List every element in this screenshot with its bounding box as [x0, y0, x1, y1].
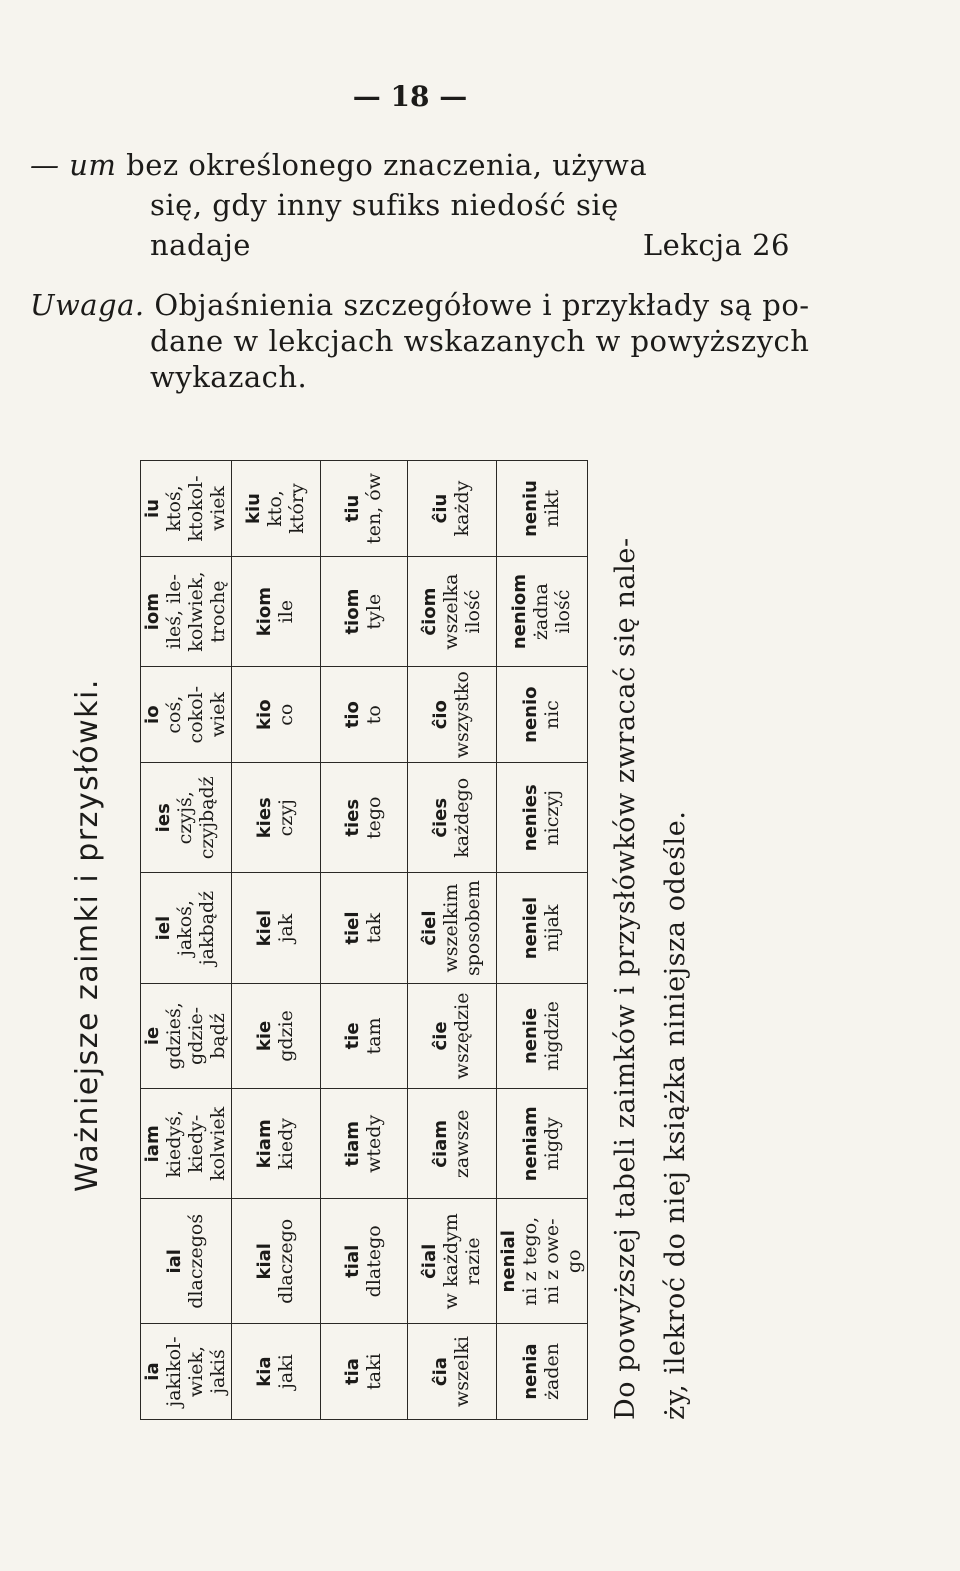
polish-meaning: kolwiek — [207, 1106, 229, 1181]
table-row — [320, 461, 408, 1420]
table-cell — [141, 461, 232, 557]
esperanto-word: neniom — [509, 574, 530, 650]
table-cell — [141, 556, 232, 666]
esperanto-word: nenies — [520, 784, 541, 852]
esperanto-word: ĉial — [419, 1243, 441, 1279]
polish-meaning: gdzie — [274, 1010, 297, 1062]
esperanto-word: iam — [142, 1125, 163, 1163]
polish-meaning: wszystko — [451, 671, 474, 759]
note-line-1 — [30, 288, 810, 322]
table-cell — [232, 556, 321, 666]
esperanto-word: ĉiel — [419, 910, 441, 946]
esperanto-word: kiu — [242, 493, 264, 524]
table-cell — [497, 667, 588, 763]
table-cell — [141, 1199, 232, 1324]
table-cell — [320, 556, 408, 666]
intro-line-1-text: bez określonego znaczenia, używa — [116, 148, 648, 182]
polish-meaning: ten, ów — [362, 473, 385, 544]
polish-meaning: sposobem — [462, 880, 485, 977]
table-cell — [232, 461, 321, 557]
table-row — [408, 461, 497, 1420]
table-cell — [232, 1324, 321, 1420]
rotated-table-block — [70, 430, 750, 1440]
esperanto-word: ĉio — [430, 700, 452, 730]
polish-meaning: nijak — [541, 904, 563, 952]
esperanto-word: nenio — [520, 686, 541, 743]
table-row — [497, 461, 588, 1420]
polish-meaning: trochę — [207, 580, 229, 643]
table-cell — [320, 1199, 408, 1324]
page-number: — 18 — — [352, 80, 468, 113]
polish-meaning: czyjbądź — [196, 776, 218, 860]
polish-meaning: tam — [362, 1017, 385, 1055]
esperanto-word: tiom — [341, 588, 363, 635]
footer-line-1: Do powyższej tabeli zaimków i przysłówków zwracać się nale- — [610, 537, 641, 1420]
polish-meaning: ile — [274, 599, 297, 624]
table-cell — [232, 763, 321, 873]
table-cell — [232, 983, 321, 1088]
table-cell — [408, 873, 497, 983]
table-cell — [320, 763, 408, 873]
table-cell — [408, 1089, 497, 1199]
table-cell — [497, 556, 588, 666]
esperanto-word: iom — [142, 592, 163, 631]
table-row — [141, 461, 232, 1420]
esperanto-word: ies — [153, 803, 174, 833]
esperanto-word: ĉiam — [430, 1119, 452, 1168]
table-cell — [232, 1199, 321, 1324]
table-cell — [320, 461, 408, 557]
polish-meaning: dlaczegoś — [185, 1213, 207, 1309]
polish-meaning: czyjś, — [174, 791, 196, 845]
polish-meaning: jakoś, — [174, 900, 196, 957]
polish-meaning: jakikol- — [163, 1336, 185, 1407]
polish-meaning: ni z tego, — [519, 1216, 541, 1306]
table-cell — [408, 667, 497, 763]
esperanto-word: ia — [142, 1362, 163, 1381]
polish-meaning: ilość — [462, 589, 485, 634]
esperanto-word: neniam — [520, 1106, 541, 1182]
intro-line-3 — [150, 228, 790, 262]
polish-meaning: który — [285, 483, 308, 534]
polish-meaning: niczyj — [541, 789, 563, 846]
polish-meaning: wszelka — [440, 573, 463, 650]
polish-meaning: ktokol- — [185, 475, 207, 542]
polish-meaning: wiek, — [185, 1345, 207, 1398]
esperanto-word: iu — [142, 498, 163, 518]
esperanto-word: nenia — [520, 1343, 541, 1400]
esperanto-word: kiom — [253, 586, 275, 637]
polish-meaning: taki — [362, 1353, 385, 1390]
polish-meaning: w każdym — [440, 1213, 463, 1310]
table-row — [232, 461, 321, 1420]
polish-meaning: żadna — [530, 583, 552, 641]
esperanto-word: ties — [341, 798, 363, 837]
table-cell — [497, 983, 588, 1088]
pronoun-table — [140, 460, 588, 1420]
table-cell — [497, 1324, 588, 1420]
esperanto-word: kiel — [253, 909, 275, 947]
intro-line-2: się, gdy inny sufiks niedość się — [150, 188, 619, 222]
esperanto-word: tiu — [341, 494, 363, 523]
polish-meaning: wszelkim — [440, 883, 463, 973]
polish-meaning: kto, — [263, 490, 286, 527]
table-cell — [497, 1199, 588, 1324]
polish-meaning: kolwiek, — [185, 571, 207, 652]
table-cell — [408, 763, 497, 873]
polish-meaning: cokol- — [185, 685, 207, 744]
esperanto-word: ĉiu — [430, 493, 452, 524]
polish-meaning: jaki — [274, 1354, 297, 1389]
esperanto-word: neniu — [520, 480, 541, 537]
polish-meaning: ni z owe- — [541, 1218, 563, 1305]
polish-meaning: co — [274, 703, 297, 726]
esperanto-word: tiel — [341, 911, 363, 945]
polish-meaning: kiedyś, — [163, 1110, 185, 1178]
polish-meaning: żaden — [541, 1343, 563, 1401]
polish-meaning: nikt — [541, 489, 563, 528]
esperanto-word: ĉiom — [419, 587, 441, 636]
polish-meaning: nigdzie — [541, 1000, 563, 1071]
esperanto-word: nenial — [498, 1230, 519, 1293]
polish-meaning: tak — [362, 912, 385, 944]
polish-meaning: tego — [362, 796, 385, 840]
table-cell — [141, 983, 232, 1088]
intro-line-1 — [30, 148, 647, 182]
polish-meaning: bądź — [207, 1013, 229, 1059]
polish-meaning: wszędzie — [451, 992, 474, 1080]
esperanto-word: ĉia — [430, 1357, 452, 1387]
table-cell — [408, 461, 497, 557]
polish-meaning: jakiś — [207, 1349, 229, 1394]
polish-meaning: nic — [541, 700, 563, 730]
lesson-reference: Lekcja 26 — [642, 228, 790, 262]
intro-line-3-left: nadaje — [150, 228, 251, 262]
esperanto-word: tie — [341, 1022, 363, 1050]
polish-meaning: ilość — [552, 589, 574, 634]
polish-meaning: to — [362, 705, 385, 725]
esperanto-word: kies — [253, 797, 275, 839]
table-cell — [320, 983, 408, 1088]
table-body — [141, 461, 588, 1420]
esperanto-word: ie — [142, 1026, 163, 1046]
table-cell — [232, 667, 321, 763]
polish-meaning: wiek — [207, 692, 229, 738]
polish-meaning: każdy — [451, 480, 474, 537]
polish-meaning: czyj — [274, 799, 297, 837]
polish-meaning: ktoś, — [163, 485, 185, 532]
polish-meaning: dlaczego — [274, 1218, 297, 1304]
footer-line-2: ży, ilekroć do niej książka niniejsza odeśle. — [660, 810, 691, 1420]
table-cell — [141, 763, 232, 873]
table-title: Ważniejsze zaimki i przysłówki. — [70, 678, 105, 1192]
esperanto-word: tial — [341, 1244, 363, 1278]
esperanto-word: tia — [341, 1358, 363, 1386]
polish-meaning: go — [563, 1249, 585, 1274]
polish-meaning: razie — [462, 1237, 485, 1286]
note-line-1-text: Objaśnienia szczegółowe i przykłady są po- — [144, 288, 810, 322]
table-cell — [408, 556, 497, 666]
esperanto-word: iel — [153, 915, 174, 941]
polish-meaning: gdzie- — [185, 1006, 207, 1065]
table-cell — [408, 983, 497, 1088]
polish-meaning: ileś, ile- — [163, 574, 185, 650]
esperanto-word: kiam — [253, 1119, 275, 1169]
esperanto-word: nenie — [520, 1007, 541, 1065]
note-label: Uwaga. — [30, 288, 145, 322]
table-cell — [141, 667, 232, 763]
polish-meaning: coś, — [163, 695, 185, 734]
esperanto-word: tio — [341, 701, 363, 729]
table-cell — [232, 873, 321, 983]
polish-meaning: kiedy — [274, 1117, 297, 1170]
esperanto-word: ĉie — [430, 1021, 452, 1051]
esperanto-word: kia — [253, 1356, 275, 1387]
table-cell — [320, 1089, 408, 1199]
table-cell — [408, 1199, 497, 1324]
polish-meaning: tyle — [362, 593, 385, 630]
polish-meaning: zawsze — [451, 1109, 474, 1179]
note-line-3: wykazach. — [150, 360, 308, 394]
esperanto-word: io — [142, 705, 163, 724]
table-cell — [320, 667, 408, 763]
table-cell — [497, 1089, 588, 1199]
polish-meaning: jakbądź — [196, 890, 218, 966]
note-line-2: dane w lekcjach wskazanych w powyższych — [150, 324, 810, 358]
polish-meaning: kiedy- — [185, 1114, 207, 1173]
table-cell — [408, 1324, 497, 1420]
polish-meaning: wszelki — [451, 1336, 474, 1408]
sufix-um: — um — [30, 148, 117, 182]
table-cell — [497, 873, 588, 983]
esperanto-word: tiam — [341, 1120, 363, 1167]
table-cell — [141, 873, 232, 983]
polish-meaning: gdzieś, — [163, 1002, 185, 1070]
table-cell — [141, 1089, 232, 1199]
table-cell — [497, 461, 588, 557]
table-cell — [320, 1324, 408, 1420]
esperanto-word: ial — [164, 1249, 185, 1274]
polish-meaning: każdego — [451, 777, 474, 858]
esperanto-word: kie — [253, 1020, 275, 1052]
polish-meaning: nigdy — [541, 1117, 563, 1171]
esperanto-word: kial — [253, 1243, 275, 1280]
esperanto-word: ĉies — [430, 797, 452, 838]
table-cell — [232, 1089, 321, 1199]
polish-meaning: dlatego — [362, 1225, 385, 1298]
table-cell — [320, 873, 408, 983]
table-cell — [497, 763, 588, 873]
polish-meaning: jak — [274, 913, 297, 943]
table-cell — [141, 1324, 232, 1420]
polish-meaning: wtedy — [362, 1114, 385, 1173]
polish-meaning: wiek — [207, 485, 229, 532]
esperanto-word: kio — [253, 699, 275, 730]
esperanto-word: neniel — [520, 896, 541, 960]
